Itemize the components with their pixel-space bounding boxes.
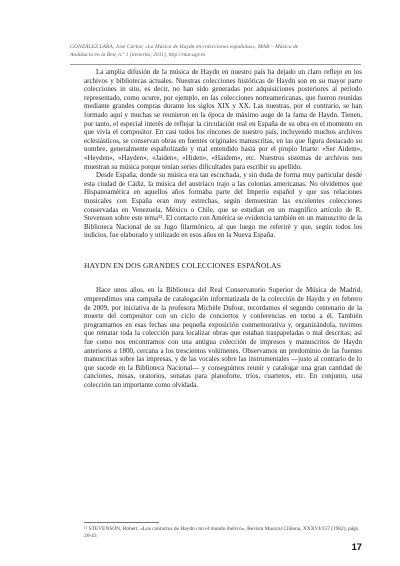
- paragraph-2: Desde España, donde su música era tan escuchada, y sin duda de forma muy particular desde esta ciudad de Cádiz, la música del austríaco trajo a las colonias americanas. No olvidemos que Hispanoamérica en aquellos años formaba parte del Imperio español y que sus relaciones musicales con España eran muy estrechas, según demuestran las excelentes colecciones conservadas en Venezuela, México o Chile, que se estudian en un magnífico artículo de R. Stevenson sobre este tema¹². El contacto con América se evidencia también en un manuscrito de la Biblioteca Nacional de su Jugo filarmónico, al que luego me referiré y que, según todos los indicios, fue elaborado y utilizado en esos años en la Nueva España.: [84, 171, 362, 240]
- page-number: 17: [351, 541, 362, 552]
- running-header-line-2: Andalucía en la Red, n.º 1 (invierno, 2011), http://mar.ugr.es: [70, 52, 206, 59]
- section-heading: HAYDN EN DOS GRANDES COLECCIONES ESPAÑOLAS: [84, 260, 282, 270]
- running-header-line-1: GONZÁLEZ LARA, José Carlos, «La Música de Haydn en colecciones españolas», MAR – Música de: [70, 44, 299, 50]
- running-header: [70, 43, 361, 60]
- paragraph-1: La amplia difusión de la música de Haydn en nuestro país ha dejado un claro reflejo en los archivos y bibliotecas actuales. Nuestras colecciones históricas de Haydn son en su mayor parte colecciones in situ, es decir, no han sido generadas por adquisiciones posteriores al período representado, como ocurre, por ejemplo, en las colecciones norteamericanas, que fueron reunidas mediante grandes compras durante los siglos XIX y XX. Las nuestras, por el contrario, se han formado aquí y muchas se reunieron en la época de máximo auge de la fama de Haydn. Tienen, por tanto, el especial interés de reflejar la circulación real en España de su obra en el momento en que vivía el compositor. En casi todos los rincones de nuestro país, incluyendo muchos archivos eclesiásticos, se conservan obras en fuentes originales manuscritas, en las que figura destacado su nombre, generalmente españolizado y mal entendido hasta por el propio Iriarte: «Ser Aidem», «Heyden», «Hayden», «Jaiden», «Hiden», «Haidem», etc. Nuestros sistemas de archivos nos muestran su música porque tenían series dificultades para escribir su apellido.: [84, 68, 362, 171]
- footnote: ¹² STEVENSON, Robert, «Los contactos de Haydn con el mundo ibérico», Revista Musical Chilena, XXXVI/157 (1982), págs. 20-43: [84, 526, 360, 539]
- footnote-rule: [84, 522, 159, 523]
- header-rule: [70, 64, 361, 65]
- paragraph-3: Hace unos años, en la Biblioteca del Real Conservatorio Superior de Música de Madrid, emprendimos una campaña de catalogación informatizada de la colección de Haydn y en febrero de 2009, por iniciativa de la profesora Michèle Dufour, recordamos el segundo centenario de la muerte del compositor con un ciclo de conciertos y conferencias en torno a él. También programamos en esas fechas una pequeña exposición conmemorativa y, organizándola, tuvimos que rematar toda la colección para localizar obras que estaban traspapeladas o mal descritas; así fue como nos encontramos con una antigua colección de impresos y manuscritos de Haydn anteriores a 1800, cercana a los trescientos volúmenes. Observamos un predominio de las fuentes manuscritas sobre las impresas, y de las vocales sobre las instrumentales —justo al contrario de lo que sucede en la Biblioteca Nacional— y conseguimos reunir y catalogar una gran cantidad de canciones, misas, oratorios, sonatas para pianoforte, tríos, cuartetos, etc. En conjunto, una colección tan importante como olvidada.: [84, 286, 362, 389]
- body-text: [84, 68, 362, 390]
